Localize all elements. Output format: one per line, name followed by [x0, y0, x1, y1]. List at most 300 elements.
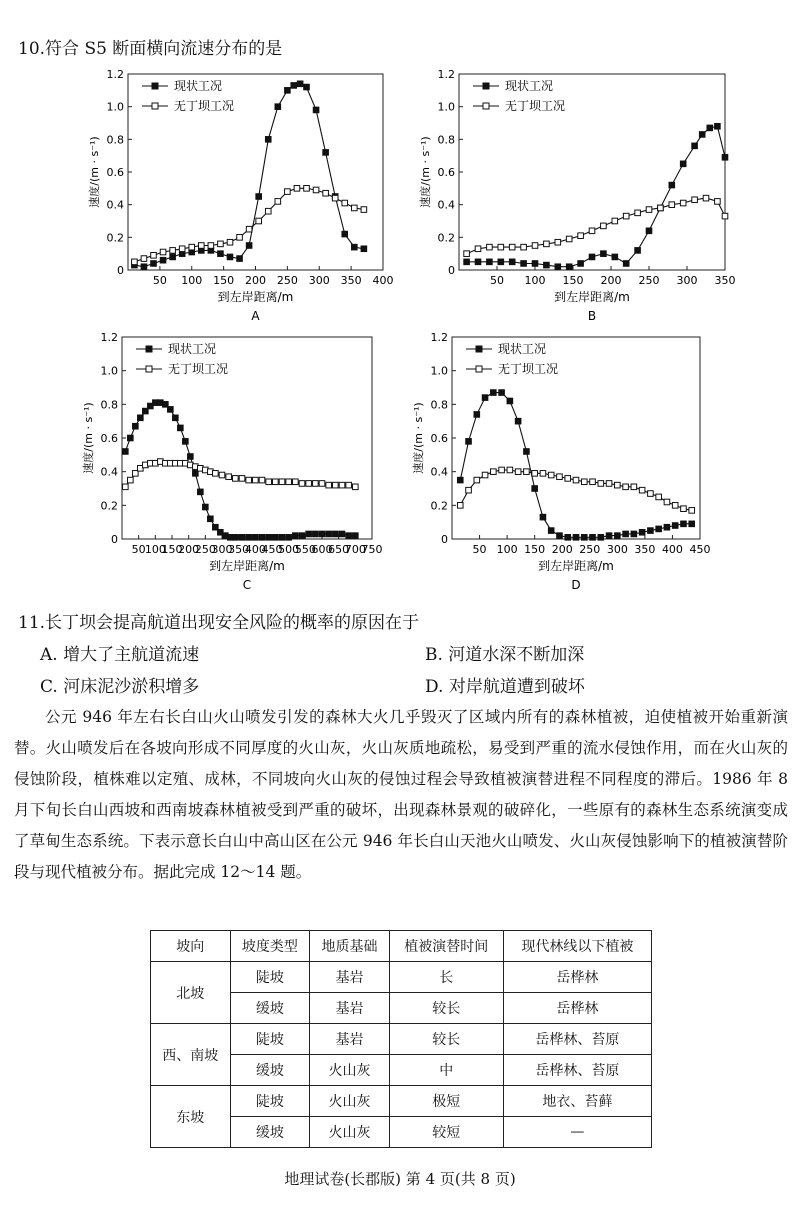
- table-cell: 陡坡: [230, 962, 310, 993]
- table-cell: 缓坡: [230, 1055, 310, 1086]
- data-point-nodam: [233, 476, 239, 482]
- y-tick-label: 0.2: [100, 499, 118, 513]
- data-point-current: [635, 248, 641, 254]
- data-point-current: [178, 425, 184, 431]
- data-point-current: [646, 228, 652, 234]
- data-point-nodam: [265, 208, 271, 214]
- data-point-nodam: [342, 200, 348, 206]
- series-line-nodam: [134, 188, 364, 261]
- table-cell: 基岩: [310, 993, 390, 1024]
- page-footer: 地理试卷(长郡版) 第 4 页(共 8 页): [284, 1170, 516, 1188]
- data-point-current: [524, 449, 530, 455]
- data-point-current: [573, 535, 579, 541]
- x-tick-label: 250: [276, 274, 298, 287]
- table-header: 地质基础: [310, 931, 390, 962]
- table-row: [151, 1024, 652, 1055]
- data-point-current: [499, 390, 505, 396]
- data-point-current: [313, 107, 319, 113]
- data-point-current: [487, 259, 493, 265]
- data-point-current: [544, 262, 550, 268]
- data-point-nodam: [227, 239, 233, 245]
- y-tick-label: 0.6: [106, 166, 124, 179]
- data-point-current: [233, 535, 239, 541]
- data-point-nodam: [239, 476, 245, 482]
- y-tick-label: 0: [448, 264, 455, 277]
- table-cell: 缓坡: [230, 993, 310, 1024]
- data-point-current: [170, 254, 176, 260]
- data-point-nodam: [631, 484, 637, 490]
- data-point-current: [352, 244, 358, 250]
- data-point-current: [589, 254, 595, 260]
- legend-marker: [476, 346, 482, 352]
- legend-label: 无丁坝工况: [498, 362, 559, 376]
- data-point-nodam: [219, 472, 225, 478]
- data-point-nodam: [361, 207, 367, 213]
- data-point-current: [464, 259, 470, 265]
- data-point-current: [623, 531, 629, 537]
- data-point-current: [293, 533, 299, 539]
- data-point-nodam: [715, 199, 721, 205]
- data-point-current: [286, 535, 292, 541]
- table-cell: 岳桦林: [503, 962, 651, 993]
- data-point-nodam: [664, 499, 670, 505]
- data-point-current: [275, 104, 281, 110]
- data-point-current: [491, 390, 497, 396]
- data-point-nodam: [555, 239, 561, 245]
- legend-label: 现状工况: [174, 79, 223, 93]
- data-point-current: [648, 528, 654, 534]
- data-point-current: [578, 261, 584, 267]
- data-point-current: [457, 477, 463, 483]
- data-point-current: [259, 535, 265, 541]
- option-c: C. 河床泥沙淤积增多: [40, 677, 200, 697]
- vegetation-table: [150, 930, 652, 1148]
- data-point-nodam: [208, 243, 214, 249]
- x-tick-label: 50: [131, 543, 146, 556]
- data-point-current: [304, 84, 310, 90]
- table-header: 植被演替时间: [389, 931, 503, 962]
- panel-label: B: [587, 309, 597, 323]
- data-point-nodam: [598, 481, 604, 487]
- data-point-current: [141, 264, 147, 270]
- x-tick-label: 150: [213, 274, 235, 287]
- table-header-row: [151, 931, 652, 962]
- data-point-nodam: [333, 482, 339, 488]
- x-tick-label: 550: [294, 543, 316, 556]
- table-cell: 长: [389, 962, 503, 993]
- data-point-nodam: [259, 477, 265, 483]
- data-point-nodam: [218, 241, 224, 247]
- legend-label: 现状工况: [505, 79, 554, 93]
- data-point-nodam: [237, 235, 243, 241]
- data-point-current: [323, 150, 329, 156]
- aspect-cell: 西、南坡: [151, 1024, 231, 1086]
- x-tick-label: 300: [211, 543, 233, 556]
- data-point-nodam: [548, 472, 554, 478]
- x-tick-label: 350: [340, 274, 362, 287]
- table-cell: 地衣、苔藓: [503, 1086, 651, 1117]
- x-tick-label: 700: [344, 543, 366, 556]
- y-tick-label: 1.0: [106, 100, 124, 114]
- y-tick-label: 0.8: [430, 398, 448, 412]
- table-header: 坡向: [151, 931, 231, 962]
- data-point-nodam: [487, 244, 493, 250]
- x-tick-label: 250: [579, 543, 601, 556]
- y-axis-label: 速度/(m · s⁻¹): [419, 136, 432, 208]
- data-point-current: [333, 531, 339, 537]
- data-point-nodam: [482, 472, 488, 478]
- x-tick-label: 100: [524, 274, 546, 287]
- y-tick-label: 0.4: [100, 465, 118, 479]
- data-point-current: [253, 535, 259, 541]
- data-point-nodam: [326, 482, 332, 488]
- data-point-current: [208, 516, 214, 522]
- data-point-nodam: [656, 494, 662, 500]
- data-point-nodam: [639, 487, 645, 493]
- table-cell: 火山灰: [310, 1055, 390, 1086]
- table-cell: 火山灰: [310, 1117, 390, 1148]
- legend-marker: [146, 366, 152, 372]
- table-cell: 极短: [389, 1086, 503, 1117]
- data-point-current: [266, 535, 272, 541]
- panel-label: D: [571, 578, 581, 592]
- x-tick-label: 600: [311, 543, 333, 556]
- x-tick-label: 50: [490, 274, 504, 287]
- x-tick-label: 200: [245, 274, 266, 287]
- data-point-current: [285, 88, 291, 94]
- data-point-current: [188, 454, 194, 460]
- data-point-current: [699, 132, 705, 138]
- data-point-current: [581, 535, 587, 541]
- data-point-current: [346, 533, 352, 539]
- data-point-nodam: [681, 506, 687, 512]
- plot-frame: [452, 337, 700, 539]
- x-tick-label: 400: [372, 274, 394, 287]
- data-point-nodam: [213, 471, 219, 477]
- data-point-current: [474, 412, 480, 418]
- data-point-current: [246, 243, 252, 249]
- plot-frame: [459, 74, 725, 270]
- table-cell: 陡坡: [230, 1024, 310, 1055]
- data-point-nodam: [648, 491, 654, 497]
- table-cell: 岳桦林: [503, 993, 651, 1024]
- data-point-nodam: [286, 479, 292, 485]
- data-point-nodam: [606, 481, 612, 487]
- data-point-nodam: [532, 243, 538, 249]
- data-point-current: [203, 504, 209, 510]
- data-point-nodam: [532, 471, 538, 477]
- x-tick-label: 450: [261, 543, 283, 556]
- aspect-cell: 北坡: [151, 962, 231, 1024]
- data-point-current: [669, 182, 675, 188]
- option-b: B. 河道水深不断加深: [425, 645, 585, 665]
- data-point-nodam: [669, 202, 675, 208]
- data-point-nodam: [689, 508, 695, 514]
- table-cell: 较长: [389, 1024, 503, 1055]
- table-cell: 岳桦林、苔原: [503, 1055, 651, 1086]
- data-point-nodam: [573, 477, 579, 483]
- y-tick-label: 0.6: [437, 166, 455, 179]
- data-point-current: [482, 395, 488, 401]
- x-tick-label: 150: [562, 274, 584, 287]
- y-axis-label: 速度/(m · s⁻¹): [82, 402, 95, 474]
- data-point-current: [507, 398, 513, 404]
- x-tick-label: 300: [676, 274, 698, 287]
- data-point-current: [606, 533, 612, 539]
- series-line-current: [467, 126, 725, 266]
- data-point-current: [138, 415, 144, 421]
- x-tick-label: 400: [244, 543, 266, 556]
- x-tick-label: 350: [714, 274, 736, 287]
- data-point-current: [160, 257, 166, 263]
- legend-marker: [476, 366, 482, 372]
- data-point-current: [475, 259, 481, 265]
- data-point-nodam: [590, 479, 596, 485]
- table-header: 现代林线以下植被: [503, 931, 651, 962]
- data-point-current: [339, 531, 345, 537]
- x-tick-label: 150: [161, 543, 183, 556]
- data-point-current: [590, 535, 596, 541]
- x-tick-label: 150: [524, 543, 546, 556]
- data-point-current: [515, 418, 521, 424]
- data-point-nodam: [304, 186, 310, 192]
- data-point-current: [198, 489, 204, 495]
- data-point-nodam: [273, 479, 279, 485]
- data-point-nodam: [623, 213, 629, 219]
- legend-marker: [483, 103, 489, 109]
- chart-a: [60, 62, 400, 324]
- data-point-current: [319, 531, 325, 537]
- panel-label: C: [242, 578, 252, 592]
- chart-c: [80, 325, 390, 597]
- data-point-current: [664, 524, 670, 530]
- x-tick-label: 750: [361, 543, 383, 556]
- data-point-nodam: [352, 205, 358, 211]
- data-point-current: [353, 533, 359, 539]
- data-point-nodam: [313, 481, 319, 487]
- data-point-nodam: [703, 195, 709, 201]
- data-point-current: [133, 423, 139, 429]
- x-tick-label: 350: [228, 543, 250, 556]
- y-tick-label: 0.8: [437, 133, 455, 147]
- data-point-current: [566, 264, 572, 270]
- data-point-nodam: [566, 236, 572, 242]
- data-point-current: [707, 125, 713, 131]
- data-point-nodam: [589, 228, 595, 234]
- data-point-nodam: [313, 187, 319, 193]
- x-tick-label: 300: [606, 543, 628, 556]
- data-point-current: [342, 231, 348, 237]
- data-point-nodam: [151, 253, 157, 259]
- y-tick-label: 0.6: [430, 432, 448, 445]
- data-point-nodam: [498, 244, 504, 250]
- y-tick-label: 0: [117, 264, 124, 277]
- legend-label: 无丁坝工况: [174, 99, 235, 113]
- data-point-nodam: [680, 200, 686, 206]
- data-point-nodam: [646, 207, 652, 213]
- data-point-current: [532, 486, 538, 492]
- question-11-title: 11.长丁坝会提高航道出现安全风险的概率的原因在于: [18, 613, 420, 633]
- data-point-current: [256, 194, 262, 200]
- table-cell: 基岩: [310, 962, 390, 993]
- data-point-current: [631, 531, 637, 537]
- data-point-nodam: [299, 481, 305, 487]
- reading-passage: [14, 702, 788, 888]
- chart-d-svg: [400, 325, 720, 597]
- data-point-current: [237, 256, 243, 262]
- data-point-nodam: [246, 477, 252, 483]
- data-point-nodam: [170, 248, 176, 254]
- series-line-nodam: [467, 198, 725, 254]
- y-tick-label: 1.0: [430, 364, 448, 378]
- data-point-nodam: [521, 244, 527, 250]
- table-row: [151, 1086, 652, 1117]
- data-point-nodam: [189, 244, 195, 250]
- data-point-current: [183, 439, 189, 445]
- data-point-current: [540, 514, 546, 520]
- series-line-current: [134, 84, 364, 267]
- table-cell: 岳桦林、苔原: [503, 1024, 651, 1055]
- data-point-current: [680, 161, 686, 167]
- data-point-current: [151, 261, 157, 267]
- data-point-nodam: [256, 218, 262, 224]
- aspect-cell: 东坡: [151, 1086, 231, 1148]
- data-point-nodam: [544, 241, 550, 247]
- data-point-nodam: [293, 479, 299, 485]
- y-tick-label: 1.0: [100, 364, 118, 378]
- data-point-nodam: [199, 243, 205, 249]
- y-tick-label: 0.2: [437, 231, 455, 245]
- table-cell: 缓坡: [230, 1117, 310, 1148]
- x-tick-label: 300: [308, 274, 330, 287]
- legend-label: 现状工况: [168, 342, 217, 356]
- y-tick-label: 1.2: [100, 331, 118, 344]
- x-axis-label: 到左岸距离/m: [209, 559, 285, 573]
- data-point-nodam: [132, 259, 138, 265]
- plot-frame: [128, 74, 383, 270]
- series-line-current: [125, 403, 355, 538]
- question-11-options: [40, 640, 780, 700]
- y-tick-label: 0: [111, 533, 118, 546]
- data-point-nodam: [491, 469, 497, 475]
- data-point-current: [273, 535, 279, 541]
- y-axis-label: 速度/(m · s⁻¹): [88, 136, 101, 208]
- legend-marker: [483, 83, 489, 89]
- data-point-nodam: [524, 469, 530, 475]
- data-point-current: [246, 535, 252, 541]
- data-point-nodam: [353, 484, 359, 490]
- x-tick-label: 350: [634, 543, 656, 556]
- data-point-nodam: [658, 205, 664, 211]
- data-point-nodam: [319, 481, 325, 487]
- series-line-current: [460, 393, 691, 538]
- y-tick-label: 1.2: [437, 68, 455, 81]
- data-point-nodam: [515, 469, 521, 475]
- data-point-current: [297, 81, 303, 87]
- data-point-nodam: [464, 251, 470, 257]
- data-point-current: [548, 528, 554, 534]
- x-tick-label: 200: [600, 274, 622, 287]
- data-point-nodam: [722, 213, 728, 219]
- series-line-nodam: [460, 470, 691, 510]
- data-point-nodam: [457, 503, 463, 509]
- data-point-current: [466, 439, 472, 445]
- table-cell: 较短: [389, 1117, 503, 1148]
- data-point-current: [615, 533, 621, 539]
- legend-marker: [152, 83, 158, 89]
- data-point-nodam: [557, 474, 563, 480]
- table-cell: 基岩: [310, 1024, 390, 1055]
- data-point-current: [557, 533, 563, 539]
- x-tick-label: 100: [496, 543, 518, 556]
- data-point-nodam: [540, 471, 546, 477]
- question-10-title: 10.符合 S5 断面横向流速分布的是: [18, 39, 283, 59]
- data-point-nodam: [266, 479, 272, 485]
- x-tick-label: 450: [689, 543, 711, 556]
- y-tick-label: 0: [441, 533, 448, 546]
- y-tick-label: 0.8: [100, 398, 118, 412]
- data-point-current: [722, 155, 728, 161]
- legend-label: 无丁坝工况: [505, 99, 566, 113]
- y-axis-label: 速度/(m · s⁻¹): [412, 402, 425, 474]
- y-tick-label: 0.4: [106, 198, 124, 212]
- data-point-nodam: [160, 249, 166, 255]
- x-tick-label: 500: [278, 543, 300, 556]
- panel-label: A: [251, 309, 260, 323]
- data-point-current: [656, 526, 662, 532]
- data-point-nodam: [623, 484, 629, 490]
- data-point-current: [173, 415, 179, 421]
- x-tick-label: 50: [152, 274, 167, 287]
- data-point-current: [326, 531, 332, 537]
- data-point-nodam: [179, 246, 185, 252]
- chart-c-svg: [80, 325, 390, 597]
- data-point-nodam: [672, 503, 678, 509]
- data-point-current: [123, 449, 129, 455]
- data-point-nodam: [509, 244, 515, 250]
- data-point-nodam: [128, 477, 134, 483]
- passage-text: 公元 946 年左右长白山火山喷发引发的森林大火几乎毁灭了区域内所有的森林植被，迫使植被开始重新演替。火山喷发后在各坡向形成不同厚度的火山灰，火山灰质地疏松，易受到严重的流水侵蚀作用，而在火山灰的侵蚀阶段，植株难以定殖、成林，不同坡向火山灰的侵蚀过程会导致植被演替进程不同程度的滞后。1986 年 8 月下旬长白山西坡和西南坡森林植被受到严重的破坏，出现森林景观的破碎化，一些原有的森林生态系统演变成了草甸生态系统。下表示意长白山中高山区在公元 946 年长白山天池火山喷发、火山灰侵蚀影响下的植被演替阶段与现代植被分布。据此完成 12～14 题。: [14, 708, 788, 881]
- y-tick-label: 0.2: [106, 231, 124, 245]
- data-point-nodam: [612, 218, 618, 224]
- data-point-nodam: [226, 474, 232, 480]
- data-point-nodam: [578, 233, 584, 239]
- data-point-nodam: [306, 481, 312, 487]
- data-point-current: [239, 535, 245, 541]
- data-point-nodam: [332, 195, 338, 201]
- y-tick-label: 0.8: [106, 133, 124, 147]
- data-point-current: [291, 83, 297, 89]
- data-point-current: [299, 533, 305, 539]
- data-point-nodam: [246, 226, 252, 232]
- data-point-nodam: [565, 476, 571, 482]
- legend-marker: [152, 103, 158, 109]
- option-d: D. 对岸航道遭到破坏: [425, 677, 585, 697]
- y-tick-label: 1.2: [106, 68, 124, 81]
- x-tick-label: 100: [144, 543, 166, 556]
- data-point-nodam: [475, 246, 481, 252]
- x-axis-label: 到左岸距离/m: [217, 290, 294, 304]
- data-point-nodam: [123, 484, 129, 490]
- chart-d: [400, 325, 720, 597]
- y-tick-label: 0.2: [430, 499, 448, 513]
- x-tick-label: 200: [178, 543, 200, 556]
- data-point-nodam: [692, 197, 698, 203]
- data-point-current: [715, 123, 721, 129]
- x-axis-label: 到左岸距离/m: [538, 559, 614, 573]
- data-point-current: [692, 143, 698, 149]
- data-point-nodam: [253, 477, 259, 483]
